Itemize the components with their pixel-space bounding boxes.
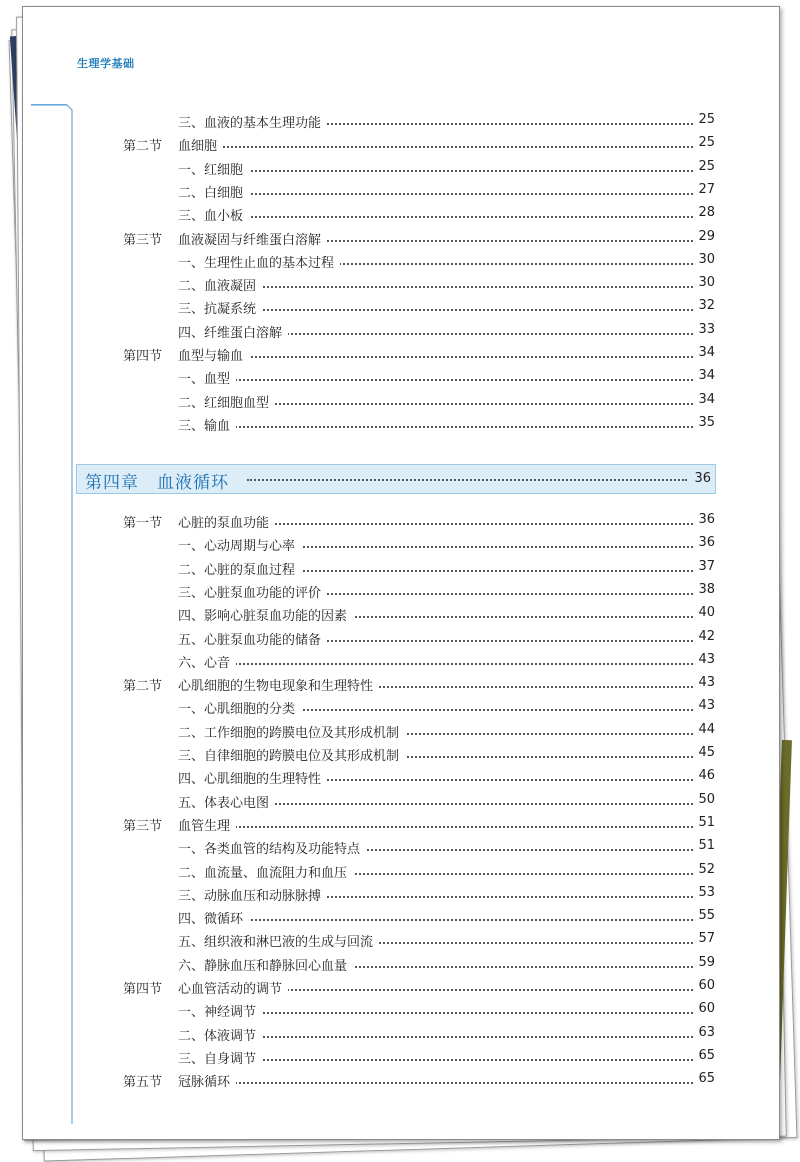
entry-title: 血液凝固与纤维蛋白溶解 <box>178 229 327 248</box>
toc-subsection-entry[interactable] <box>23 792 723 812</box>
entry-title: 一、血型 <box>178 368 236 387</box>
entry-title: 二、血流量、血流阻力和血压 <box>178 862 353 881</box>
page-number: 42 <box>694 629 715 644</box>
page-number: 30 <box>694 252 715 267</box>
toc-subsection-entry[interactable] <box>23 322 723 342</box>
entry-title: 五、体表心电图 <box>178 792 275 811</box>
entry-title: 三、心脏泵血功能的评价 <box>178 582 327 601</box>
page-number: 46 <box>694 768 715 783</box>
page-number: 25 <box>694 135 715 150</box>
page-number: 59 <box>694 955 715 970</box>
entry-title: 血细胞 <box>178 135 223 154</box>
entry-title: 心脏的泵血功能 <box>178 512 275 531</box>
page-number: 33 <box>694 322 715 337</box>
toc-subsection-entry[interactable] <box>23 629 723 649</box>
toc-subsection-entry[interactable] <box>23 535 723 555</box>
page-number: 40 <box>694 605 715 620</box>
toc-page <box>22 6 780 1140</box>
toc-subsection-entry[interactable] <box>23 698 723 718</box>
running-head: 生理学基础 <box>77 57 135 70</box>
page-number: 45 <box>694 745 715 760</box>
section-number: 第二节 <box>123 679 163 695</box>
page-number: 51 <box>694 838 715 853</box>
page-number: 27 <box>694 182 715 197</box>
leader-dots <box>178 824 693 828</box>
toc-subsection-entry[interactable] <box>23 908 723 928</box>
entry-title: 三、血小板 <box>178 205 249 224</box>
page-number: 51 <box>694 815 715 830</box>
leader-dots <box>178 191 693 195</box>
leader-dots <box>178 377 693 381</box>
toc-section-entry[interactable] <box>23 229 723 249</box>
entry-title: 三、自律细胞的跨膜电位及其形成机制 <box>178 745 405 764</box>
page-number: 30 <box>694 275 715 290</box>
entry-title: 六、心音 <box>178 652 236 671</box>
entry-title: 心血管活动的调节 <box>178 978 288 997</box>
toc-subsection-entry[interactable] <box>23 368 723 388</box>
toc-subsection-entry[interactable] <box>23 392 723 412</box>
toc-subsection-entry[interactable] <box>23 885 723 905</box>
page-number: 35 <box>694 415 715 430</box>
page-number: 36 <box>694 535 715 550</box>
chapter-heading[interactable] <box>76 464 716 494</box>
entry-title: 六、静脉血压和静脉回心血量 <box>178 955 353 974</box>
toc-subsection-entry[interactable] <box>23 722 723 742</box>
page-number: 52 <box>694 862 715 877</box>
page-number: 29 <box>694 229 715 244</box>
entry-title: 二、工作细胞的跨膜电位及其形成机制 <box>178 722 405 741</box>
toc-section-entry[interactable] <box>23 345 723 365</box>
entry-title: 冠脉循环 <box>178 1071 236 1090</box>
entry-title: 三、自身调节 <box>178 1048 262 1067</box>
toc-section-entry[interactable] <box>23 1071 723 1091</box>
leader-dots <box>178 168 693 172</box>
toc-subsection-entry[interactable] <box>23 931 723 951</box>
toc-section-entry[interactable] <box>23 815 723 835</box>
entry-title: 二、白细胞 <box>178 182 249 201</box>
entry-title: 一、红细胞 <box>178 159 249 178</box>
entry-title: 四、纤维蛋白溶解 <box>178 322 288 341</box>
section-number: 第四节 <box>123 349 163 364</box>
toc-subsection-entry[interactable] <box>23 1048 723 1068</box>
entry-title: 一、生理性止血的基本过程 <box>178 252 340 271</box>
entry-title: 血型与输血 <box>178 345 249 364</box>
leader-dots <box>178 424 693 428</box>
page-number: 25 <box>694 112 715 127</box>
entry-title: 五、心脏泵血功能的储备 <box>178 629 327 648</box>
toc-subsection-entry[interactable] <box>23 298 723 318</box>
section-number: 第三节 <box>123 232 163 248</box>
page-number: 43 <box>694 652 715 667</box>
entry-title: 二、血液凝固 <box>178 275 262 294</box>
leader-dots <box>178 214 693 218</box>
section-number: 第二节 <box>123 139 163 155</box>
leader-dots <box>178 354 693 358</box>
page-number: 57 <box>694 931 715 946</box>
toc-subsection-entry[interactable] <box>23 252 723 272</box>
page-number: 34 <box>694 392 715 407</box>
toc-subsection-entry[interactable] <box>23 955 723 975</box>
page-number: 60 <box>694 978 715 993</box>
page-number: 63 <box>694 1025 715 1040</box>
toc-subsection-entry[interactable] <box>23 275 723 295</box>
page-number: 37 <box>694 559 715 574</box>
page-number: 34 <box>694 368 715 383</box>
toc-subsection-entry[interactable] <box>23 745 723 765</box>
toc-subsection-entry[interactable] <box>23 415 723 435</box>
page-number: 32 <box>694 298 715 313</box>
toc-section-entry[interactable] <box>23 512 723 532</box>
toc-section-entry[interactable] <box>23 675 723 695</box>
page-number: 38 <box>694 582 715 597</box>
toc-subsection-entry[interactable] <box>23 768 723 788</box>
page-number: 34 <box>694 345 715 360</box>
toc-subsection-entry[interactable] <box>23 1025 723 1045</box>
entry-title: 一、各类血管的结构及功能特点 <box>178 838 366 857</box>
entry-title: 二、心脏的泵血过程 <box>178 559 301 578</box>
page-number: 25 <box>694 159 715 174</box>
entry-title: 四、微循环 <box>178 908 249 927</box>
page-number: 44 <box>694 722 715 737</box>
page-number: 36 <box>694 512 715 527</box>
entry-title: 二、红细胞血型 <box>178 392 275 411</box>
entry-title: 一、心肌细胞的分类 <box>178 698 301 717</box>
page-number: 65 <box>694 1048 715 1063</box>
page-number: 43 <box>694 698 715 713</box>
leader-dots <box>178 144 693 148</box>
toc-subsection-entry[interactable] <box>23 838 723 858</box>
entry-title: 二、体液调节 <box>178 1025 262 1044</box>
section-number: 第一节 <box>123 516 163 531</box>
toc-subsection-entry[interactable] <box>23 862 723 882</box>
page-number: 65 <box>694 1071 715 1086</box>
toc-subsection-entry[interactable] <box>23 582 723 602</box>
entry-title: 三、血液的基本生理功能 <box>178 112 327 131</box>
page-number: 28 <box>694 205 715 220</box>
toc-subsection-entry[interactable] <box>23 652 723 672</box>
page-number: 53 <box>694 885 715 900</box>
entry-title: 四、心肌细胞的生理特性 <box>178 768 327 787</box>
toc-subsection-entry[interactable] <box>23 205 723 225</box>
entry-title: 一、心动周期与心率 <box>178 535 301 554</box>
section-number: 第三节 <box>123 818 163 834</box>
leader-dots <box>178 1080 693 1084</box>
toc-subsection-entry[interactable] <box>23 1001 723 1021</box>
entry-title: 三、动脉血压和动脉脉搏 <box>178 885 327 904</box>
toc-subsection-entry[interactable] <box>23 159 723 179</box>
entry-title: 三、抗凝系统 <box>178 298 262 317</box>
page-number: 60 <box>694 1001 715 1016</box>
toc-subsection-entry[interactable] <box>23 605 723 625</box>
page-number: 43 <box>694 675 715 690</box>
entry-title: 五、组织液和淋巴液的生成与回流 <box>178 931 379 950</box>
toc-section-entry[interactable] <box>23 978 723 998</box>
section-number: 第五节 <box>123 1075 163 1091</box>
entry-title: 三、输血 <box>178 415 236 434</box>
entry-title: 心肌细胞的生物电现象和生理特性 <box>178 675 379 694</box>
entry-title: 血管生理 <box>178 815 236 834</box>
toc-subsection-entry[interactable] <box>23 112 723 132</box>
leader-dots <box>178 661 693 665</box>
toc-subsection-entry[interactable] <box>23 182 723 202</box>
leader-dots <box>178 917 693 921</box>
chapter-title: 第四章 血液循环 <box>85 473 229 493</box>
section-number: 第四节 <box>123 982 163 997</box>
leader-dots <box>247 479 687 481</box>
entry-title: 一、神经调节 <box>178 1001 262 1020</box>
page-number: 50 <box>694 792 715 807</box>
page-number: 55 <box>694 908 715 923</box>
toc-subsection-entry[interactable] <box>23 559 723 579</box>
chapter-page-number: 36 <box>694 471 711 486</box>
toc-section-entry[interactable] <box>23 135 723 155</box>
entry-title: 四、影响心脏泵血功能的因素 <box>178 605 353 624</box>
